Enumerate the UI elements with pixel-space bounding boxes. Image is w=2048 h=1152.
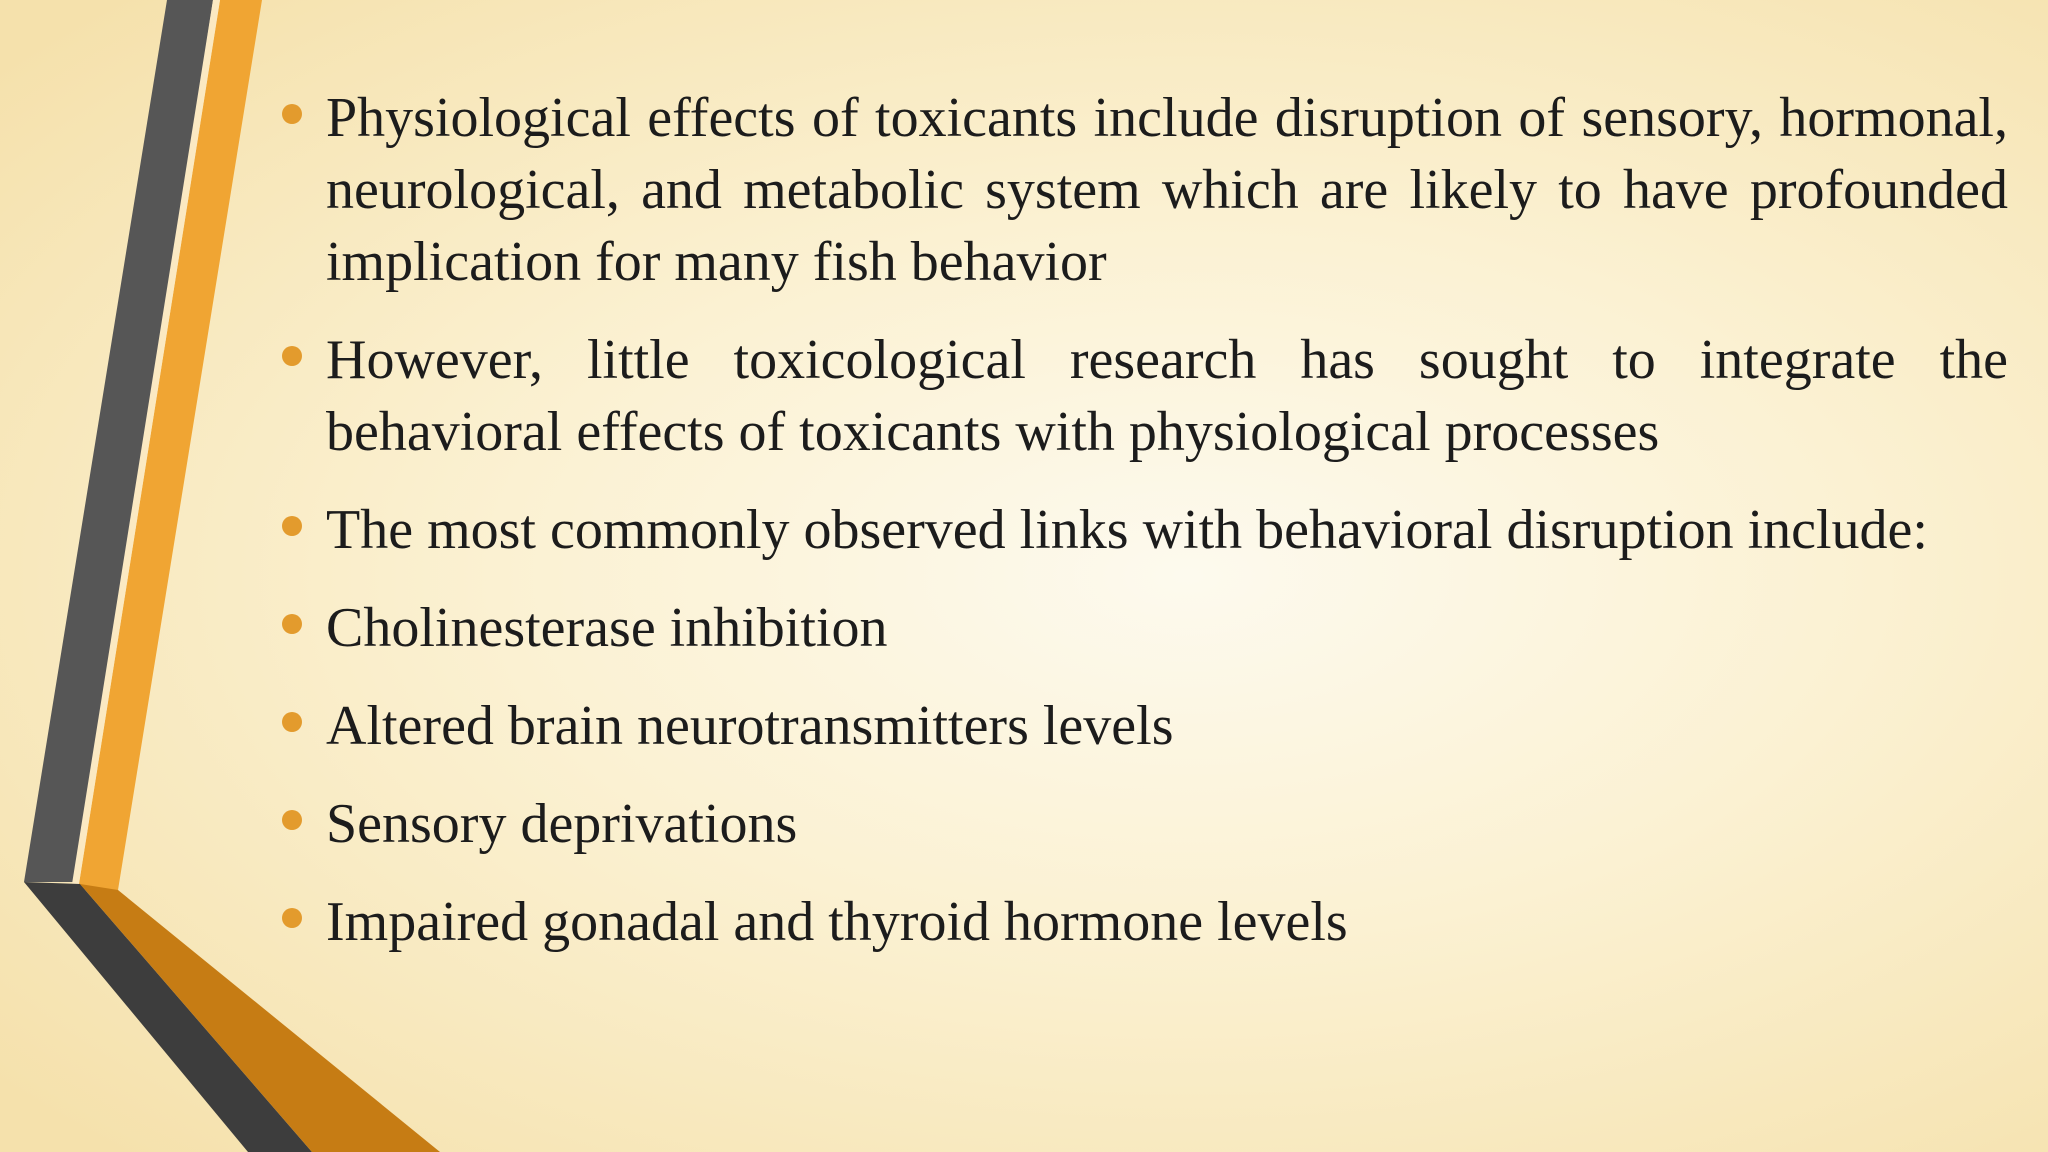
bullet-dot-icon bbox=[282, 346, 302, 366]
bullet-dot-icon bbox=[282, 516, 302, 536]
list-item bbox=[280, 788, 2008, 860]
bullet-text: However, little toxicological research has sought to integrate the behavioral effects of toxicants with physiological processes bbox=[326, 329, 2008, 463]
list-item bbox=[280, 592, 2008, 664]
bullet-dot-icon bbox=[282, 614, 302, 634]
bullet-text: The most commonly observed links with behavioral disruption include: bbox=[326, 499, 1928, 561]
list-item bbox=[280, 494, 2008, 566]
bullet-text: Cholinesterase inhibition bbox=[326, 597, 888, 659]
list-item bbox=[280, 886, 2008, 958]
bullet-dot-icon bbox=[282, 104, 302, 124]
bullet-text: Altered brain neurotransmitters levels bbox=[326, 695, 1174, 757]
list-item bbox=[280, 324, 2008, 468]
bullet-text: Impaired gonadal and thyroid hormone levels bbox=[326, 891, 1348, 953]
bullet-text: Physiological effects of toxicants include disruption of sensory, hormonal, neurological, and metabolic system which are likely to have profounded implication for many fish behavior bbox=[326, 87, 2008, 293]
bullet-list bbox=[280, 82, 2008, 984]
list-item bbox=[280, 690, 2008, 762]
bullet-dot-icon bbox=[282, 712, 302, 732]
bullet-dot-icon bbox=[282, 908, 302, 928]
list-item bbox=[280, 82, 2008, 298]
bullet-dot-icon bbox=[282, 810, 302, 830]
bullet-text: Sensory deprivations bbox=[326, 793, 798, 855]
